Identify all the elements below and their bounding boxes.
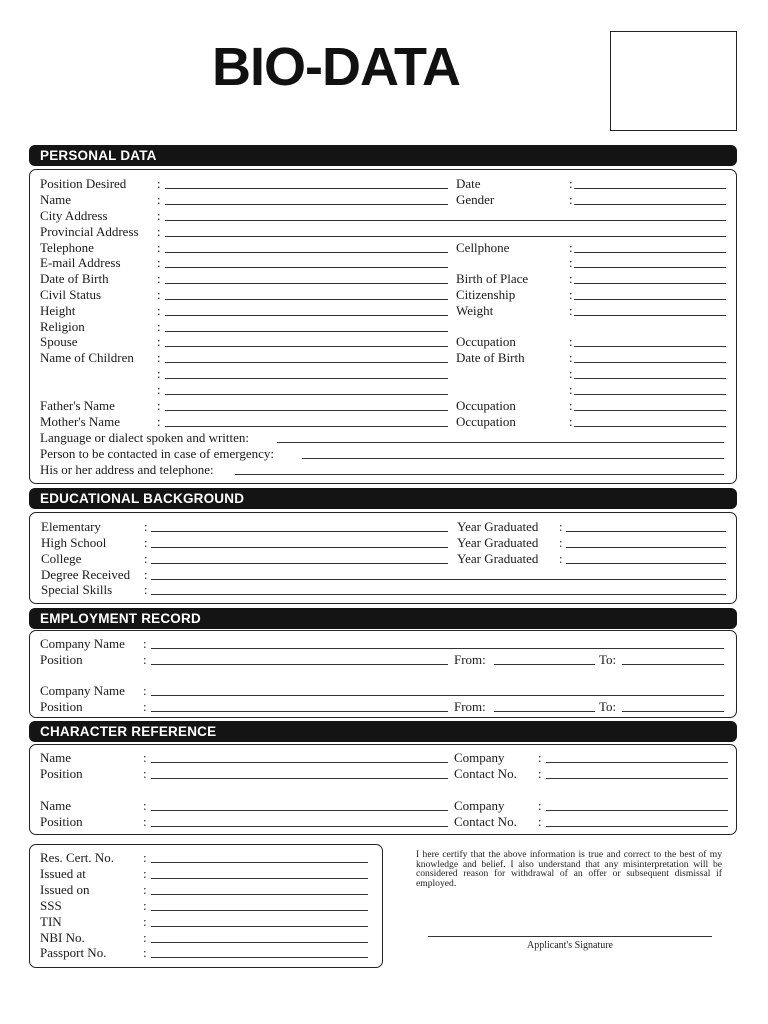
reference-name-field-1-label: Name (40, 798, 72, 813)
personal-left-field-0-label: Position Desired (40, 176, 127, 191)
personal-right-field-10-colon: : (569, 334, 573, 349)
from-field-0-label: From: (454, 652, 486, 667)
personal-left-field-10-input-line[interactable] (165, 346, 448, 347)
reference-name-field-1-colon: : (143, 798, 147, 813)
id-field-1-input-line[interactable] (151, 878, 368, 879)
education-field-4 (41, 582, 726, 598)
section-header-personal-data: PERSONAL DATA (29, 145, 737, 166)
personal-right-field-4 (456, 240, 726, 256)
id-field-3-label: SSS (40, 898, 62, 913)
personal-right-field-7-input-line[interactable] (574, 299, 726, 300)
company-name-field-0-label: Company Name (40, 636, 125, 651)
personal-left-field-12-input-line[interactable] (165, 378, 448, 379)
personal-left-field-0 (40, 176, 448, 192)
personal-right-field-5-colon: : (569, 255, 573, 270)
id-field-1-colon: : (143, 866, 147, 881)
reference-name-field-1 (40, 798, 448, 814)
to-field-0-input-line[interactable] (622, 664, 724, 665)
personal-right-field-11 (456, 350, 726, 366)
personal-left-field-4 (40, 240, 448, 256)
id-field-0 (40, 850, 368, 866)
personal-left-field-2-label: City Address (40, 208, 108, 223)
personal-right-field-10-label: Occupation (456, 334, 516, 349)
reference-name-field-1-input-line[interactable] (151, 810, 448, 811)
personal-left-field-10-colon: : (157, 334, 161, 349)
year-graduated-field-0-colon: : (559, 519, 563, 534)
reference-contact-field-0-input-line[interactable] (546, 778, 728, 779)
to-field-1-label: To: (599, 699, 617, 714)
section-header-character-reference: CHARACTER REFERENCE (29, 721, 737, 742)
personal-right-field-1-input-line[interactable] (574, 204, 726, 205)
id-field-0-input-line[interactable] (151, 862, 368, 863)
personal-left-field-15 (40, 414, 448, 430)
personal-right-field-11-label: Date of Birth (456, 350, 525, 365)
reference-position-field-0-colon: : (143, 766, 147, 781)
personal-left-field-3-input-line[interactable] (165, 236, 726, 237)
year-graduated-field-1-colon: : (559, 535, 563, 550)
personal-left-field-13 (40, 382, 448, 398)
to-field-0-label: To: (599, 652, 617, 667)
reference-company-field-0 (454, 750, 728, 766)
employment-position-field-0-colon: : (143, 652, 147, 667)
id-field-6-label: Passport No. (40, 945, 107, 960)
personal-right-field-6-colon: : (569, 271, 573, 286)
personal-left-field-1 (40, 192, 448, 208)
education-field-3-label: Degree Received (41, 567, 131, 582)
reference-company-field-1-input-line[interactable] (546, 810, 728, 811)
id-field-2-colon: : (143, 882, 147, 897)
education-field-0-label: Elementary (41, 519, 101, 534)
personal-left-field-15-colon: : (157, 414, 161, 429)
education-field-3 (41, 567, 726, 583)
id-field-6-input-line[interactable] (151, 957, 368, 958)
education-field-1-label: High School (41, 535, 107, 550)
employment-position-field-0-label: Position (40, 652, 83, 667)
reference-contact-field-0 (454, 766, 728, 782)
education-field-3-input-line[interactable] (151, 579, 726, 580)
personal-left-field-8-input-line[interactable] (165, 315, 448, 316)
company-name-field-1 (40, 683, 724, 699)
id-field-4-label: TIN (40, 914, 62, 929)
year-graduated-field-0 (457, 519, 726, 535)
personal-left-field-10-label: Spouse (40, 334, 78, 349)
reference-company-field-0-label: Company (454, 750, 505, 765)
employment-position-field-0 (40, 652, 448, 668)
personal-right-field-6 (456, 271, 726, 287)
personal-left-field-5 (40, 255, 448, 271)
to-field-1 (599, 699, 724, 715)
personal-long-field-0-input-line[interactable] (277, 442, 724, 443)
personal-right-field-1 (456, 192, 726, 208)
company-name-field-0-input-line[interactable] (151, 648, 724, 649)
personal-left-field-13-colon: : (157, 382, 161, 397)
personal-left-field-4-label: Telephone (40, 240, 94, 255)
personal-left-field-11-input-line[interactable] (165, 362, 448, 363)
personal-right-field-0-label: Date (456, 176, 481, 191)
personal-left-field-1-input-line[interactable] (165, 204, 448, 205)
year-graduated-field-2-label: Year Graduated (457, 551, 539, 566)
personal-right-field-4-colon: : (569, 240, 573, 255)
personal-long-field-1-label: Person to be contacted in case of emergency: (40, 446, 275, 461)
id-field-2-input-line[interactable] (151, 894, 368, 895)
personal-long-field-1-input-line[interactable] (302, 458, 724, 459)
personal-left-field-14 (40, 398, 448, 414)
personal-right-field-14-input-line[interactable] (574, 410, 726, 411)
employment-position-field-1-input-line[interactable] (151, 711, 448, 712)
personal-right-field-8-input-line[interactable] (574, 315, 726, 316)
from-field-0 (454, 652, 595, 668)
company-name-field-0-colon: : (143, 636, 147, 651)
year-graduated-field-0-input-line[interactable] (566, 531, 726, 532)
id-field-3 (40, 898, 368, 914)
reference-company-field-1-colon: : (538, 798, 542, 813)
signature-line[interactable] (428, 936, 712, 937)
year-graduated-field-0-label: Year Graduated (457, 519, 539, 534)
personal-right-field-7-label: Citizenship (456, 287, 516, 302)
personal-left-field-11 (40, 350, 448, 366)
company-name-field-1-label: Company Name (40, 683, 125, 698)
reference-position-field-1-label: Position (40, 814, 83, 829)
reference-name-field-0-colon: : (143, 750, 147, 765)
id-field-5 (40, 930, 368, 946)
year-graduated-field-2-colon: : (559, 551, 563, 566)
education-field-2-colon: : (144, 551, 148, 566)
personal-right-field-13 (456, 382, 726, 398)
personal-right-field-8-label: Weight (456, 303, 494, 318)
personal-left-field-6-input-line[interactable] (165, 283, 448, 284)
personal-left-field-9-input-line[interactable] (165, 331, 448, 332)
personal-right-field-0-input-line[interactable] (574, 188, 726, 189)
personal-left-field-15-input-line[interactable] (165, 426, 448, 427)
personal-left-field-9-colon: : (157, 319, 161, 334)
from-field-1-input-line[interactable] (494, 711, 595, 712)
reference-contact-field-0-colon: : (538, 766, 542, 781)
education-field-1-colon: : (144, 535, 148, 550)
reference-company-field-1-label: Company (454, 798, 505, 813)
reference-contact-field-1-label: Contact No. (454, 814, 517, 829)
personal-right-field-11-input-line[interactable] (574, 362, 726, 363)
reference-position-field-1-colon: : (143, 814, 147, 829)
id-field-3-colon: : (143, 898, 147, 913)
reference-name-field-0-label: Name (40, 750, 72, 765)
personal-right-field-15-label: Occupation (456, 414, 516, 429)
reference-company-field-1 (454, 798, 728, 814)
from-field-1-label: From: (454, 699, 486, 714)
personal-left-field-4-input-line[interactable] (165, 252, 448, 253)
personal-left-field-7-colon: : (157, 287, 161, 302)
id-field-3-input-line[interactable] (151, 910, 368, 911)
personal-left-field-1-colon: : (157, 192, 161, 207)
education-field-3-colon: : (144, 567, 148, 582)
personal-left-field-6-colon: : (157, 271, 161, 286)
personal-left-field-2-input-line[interactable] (165, 220, 726, 221)
reference-position-field-0-input-line[interactable] (151, 778, 448, 779)
personal-left-field-13-input-line[interactable] (165, 394, 448, 395)
personal-left-field-4-colon: : (157, 240, 161, 255)
personal-right-field-15 (456, 414, 726, 430)
personal-long-field-0-label: Language or dialect spoken and written: (40, 430, 250, 445)
personal-left-field-5-input-line[interactable] (165, 267, 448, 268)
personal-left-field-0-input-line[interactable] (165, 188, 448, 189)
id-field-1-label: Issued at (40, 866, 86, 881)
reference-company-field-0-colon: : (538, 750, 542, 765)
personal-left-field-9-label: Religion (40, 319, 85, 334)
personal-right-field-11-colon: : (569, 350, 573, 365)
personal-right-field-1-label: Gender (456, 192, 495, 207)
personal-right-field-15-input-line[interactable] (574, 426, 726, 427)
education-field-4-input-line[interactable] (151, 594, 726, 595)
personal-left-field-14-input-line[interactable] (165, 410, 448, 411)
personal-left-field-5-label: E-mail Address (40, 255, 121, 270)
education-field-4-label: Special Skills (41, 582, 113, 597)
page-title: BIO-DATA (212, 37, 460, 97)
personal-right-field-5-input-line[interactable] (574, 267, 726, 268)
personal-right-field-10 (456, 334, 726, 350)
personal-long-field-2 (40, 462, 724, 478)
personal-right-field-6-input-line[interactable] (574, 283, 726, 284)
personal-left-field-5-colon: : (157, 255, 161, 270)
personal-left-field-8-colon: : (157, 303, 161, 318)
personal-right-field-1-colon: : (569, 192, 573, 207)
employment-position-field-0-input-line[interactable] (151, 664, 448, 665)
personal-long-field-1 (40, 446, 724, 462)
personal-right-field-7-colon: : (569, 287, 573, 302)
personal-left-field-14-label: Father's Name (40, 398, 115, 413)
signature-label: Applicant's Signature (527, 940, 613, 951)
personal-right-field-10-input-line[interactable] (574, 346, 726, 347)
personal-right-field-0 (456, 176, 726, 192)
personal-left-field-6 (40, 271, 448, 287)
to-field-1-input-line[interactable] (622, 711, 724, 712)
id-field-4-colon: : (143, 914, 147, 929)
personal-left-field-12-colon: : (157, 366, 161, 381)
personal-left-field-12 (40, 366, 448, 382)
section-header-educational-background: EDUCATIONAL BACKGROUND (29, 488, 737, 509)
personal-right-field-5 (456, 255, 726, 271)
personal-right-field-6-label: Birth of Place (456, 271, 529, 286)
personal-right-field-12-colon: : (569, 366, 573, 381)
from-field-0-input-line[interactable] (494, 664, 595, 665)
personal-right-field-14-label: Occupation (456, 398, 516, 413)
employment-position-field-1-label: Position (40, 699, 83, 714)
employment-position-field-1 (40, 699, 448, 715)
personal-left-field-2-colon: : (157, 208, 161, 223)
personal-left-field-7-input-line[interactable] (165, 299, 448, 300)
year-graduated-field-1-input-line[interactable] (566, 547, 726, 548)
personal-left-field-11-label: Name of Children (40, 350, 134, 365)
education-field-2-input-line[interactable] (151, 563, 448, 564)
personal-left-field-3-label: Provincial Address (40, 224, 139, 239)
year-graduated-field-1 (457, 535, 726, 551)
reference-contact-field-0-label: Contact No. (454, 766, 517, 781)
id-field-0-colon: : (143, 850, 147, 865)
reference-name-field-0 (40, 750, 448, 766)
reference-position-field-1-input-line[interactable] (151, 826, 448, 827)
id-field-2 (40, 882, 368, 898)
personal-left-field-8-label: Height (40, 303, 76, 318)
company-name-field-1-input-line[interactable] (151, 695, 724, 696)
personal-left-field-2 (40, 208, 726, 224)
personal-long-field-2-input-line[interactable] (235, 474, 724, 475)
personal-right-field-7 (456, 287, 726, 303)
personal-long-field-0 (40, 430, 724, 446)
reference-company-field-0-input-line[interactable] (546, 762, 728, 763)
to-field-0 (599, 652, 724, 668)
personal-long-field-2-label: His or her address and telephone: (40, 462, 214, 477)
reference-position-field-0-label: Position (40, 766, 83, 781)
personal-right-field-8-colon: : (569, 303, 573, 318)
personal-left-field-10 (40, 334, 448, 350)
personal-right-field-14-colon: : (569, 398, 573, 413)
personal-left-field-3-colon: : (157, 224, 161, 239)
id-field-2-label: Issued on (40, 882, 90, 897)
id-field-1 (40, 866, 368, 882)
personal-right-field-15-colon: : (569, 414, 573, 429)
id-field-4-input-line[interactable] (151, 926, 368, 927)
personal-right-field-12 (456, 366, 726, 382)
education-field-0 (41, 519, 448, 535)
education-field-2-label: College (41, 551, 82, 566)
personal-right-field-12-input-line[interactable] (574, 378, 726, 379)
reference-contact-field-1 (454, 814, 728, 830)
personal-left-field-7 (40, 287, 448, 303)
company-name-field-0 (40, 636, 724, 652)
personal-left-field-11-colon: : (157, 350, 161, 365)
personal-left-field-1-label: Name (40, 192, 72, 207)
id-field-6-colon: : (143, 945, 147, 960)
year-graduated-field-2 (457, 551, 726, 567)
id-field-5-colon: : (143, 930, 147, 945)
company-name-field-1-colon: : (143, 683, 147, 698)
personal-right-field-13-colon: : (569, 382, 573, 397)
from-field-1 (454, 699, 595, 715)
personal-left-field-8 (40, 303, 448, 319)
personal-right-field-13-input-line[interactable] (574, 394, 726, 395)
id-field-5-input-line[interactable] (151, 942, 368, 943)
personal-right-field-4-label: Cellphone (456, 240, 510, 255)
education-field-0-input-line[interactable] (151, 531, 448, 532)
employment-position-field-1-colon: : (143, 699, 147, 714)
personal-left-field-15-label: Mother's Name (40, 414, 120, 429)
personal-right-field-8 (456, 303, 726, 319)
reference-name-field-0-input-line[interactable] (151, 762, 448, 763)
reference-position-field-1 (40, 814, 448, 830)
personal-left-field-9 (40, 319, 448, 335)
personal-left-field-7-label: Civil Status (40, 287, 102, 302)
personal-right-field-4-input-line[interactable] (574, 252, 726, 253)
education-field-1-input-line[interactable] (151, 547, 448, 548)
personal-left-field-3 (40, 224, 726, 240)
id-field-4 (40, 914, 368, 930)
education-field-2 (41, 551, 448, 567)
reference-contact-field-1-input-line[interactable] (546, 826, 728, 827)
section-header-employment-record: EMPLOYMENT RECORD (29, 608, 737, 629)
personal-right-field-14 (456, 398, 726, 414)
education-field-0-colon: : (144, 519, 148, 534)
personal-left-field-0-colon: : (157, 176, 161, 191)
certification-text: I here certify that the above information is true and correct to the best of my knowledge and belief. I also understand that any misinterpretation will be considered reason for withdrawal of an offer or subsequent dismissal if employed. (416, 849, 722, 889)
photo-box (610, 31, 737, 131)
personal-left-field-14-colon: : (157, 398, 161, 413)
id-field-5-label: NBI No. (40, 930, 85, 945)
reference-contact-field-1-colon: : (538, 814, 542, 829)
id-field-0-label: Res. Cert. No. (40, 850, 115, 865)
education-field-4-colon: : (144, 582, 148, 597)
personal-right-field-0-colon: : (569, 176, 573, 191)
year-graduated-field-1-label: Year Graduated (457, 535, 539, 550)
education-field-1 (41, 535, 448, 551)
reference-position-field-0 (40, 766, 448, 782)
year-graduated-field-2-input-line[interactable] (566, 563, 726, 564)
personal-left-field-6-label: Date of Birth (40, 271, 109, 286)
id-field-6 (40, 945, 368, 961)
